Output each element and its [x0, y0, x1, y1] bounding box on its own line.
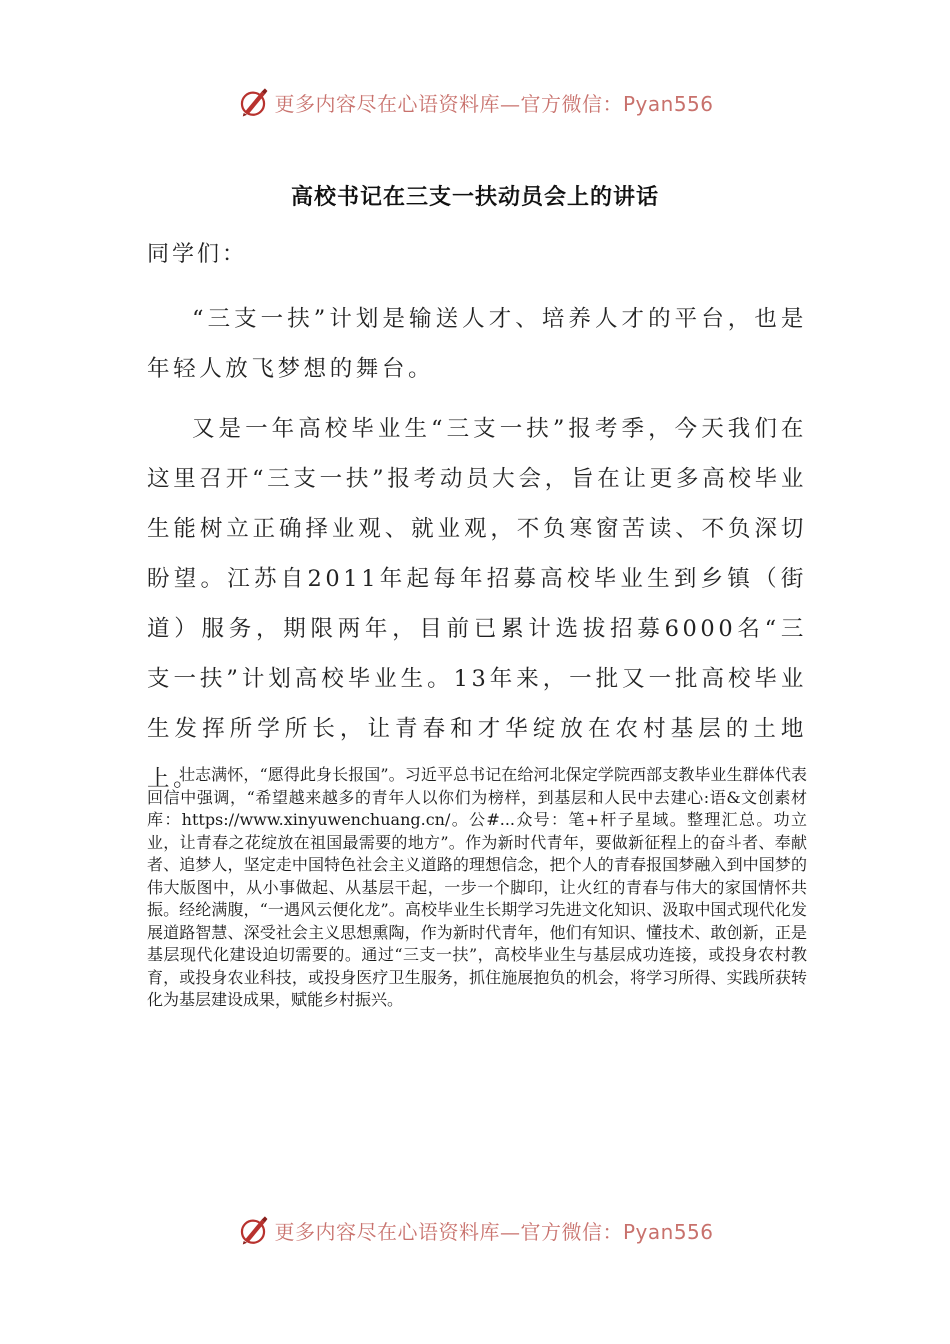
- pen-logo-icon: [236, 85, 270, 119]
- paragraph-1: “三支一扶”计划是输送人才、培养人才的平台，也是年轻人放飞梦想的舞台。: [147, 306, 807, 382]
- paragraph-2: 又是一年高校毕业生“三支一扶”报考季，今天我们在这里召开“三支一扶”报考动员大会，旨在让更多高校毕业生能树立正确择业观、就业观，不负寒窗苦读、不负深切盼望。江苏自2011年起每年招募高校毕业生到乡镇（街道）服务，期限两年，目前已累计选拔招募6000名“三支一扶”计划高校毕业生。13年来，一批又一批高校毕业生发挥所学所长，让青春和才华绽放在农村基层的土地上。: [147, 416, 807, 792]
- page-title: 高校书记在三支一扶动员会上的讲话: [290, 184, 659, 210]
- pen-logo-icon: [236, 1213, 270, 1247]
- greeting: 同学们：: [147, 242, 248, 267]
- footer-banner: [0, 1210, 950, 1250]
- paragraph-3: 壮志满怀，“愿得此身长报国”。习近平总书记在给河北保定学院西部支教毕业生群体代表回信中强调，“希望越来越多的青年人以你们为榜样，到基层和人民中去建心:语&文创素材库：https://www.xinyuwenchuang.cn/。公#...众号：笔+杆子星域。整理汇总。功立业，让青春之花绽放在祖国最需要的地方”。作为新时代青年，要做新征程上的奋斗者、奉献者、追梦人，坚定走中国特色社会主义道路的理想信念，把个人的青春报国梦融入到中国梦的伟大版图中，从小事做起、从基层干起，一步一个脚印，让火红的青春与伟大的家国情怀共振。经纶满腹，“一遇风云便化龙”。高校毕业生长期学习先进文化知识、汲取中国式现代化发展道路智慧、深受社会主义思想熏陶，作为新时代青年，他们有知识、懂技术、敢创新，正是基层现代化建设迫切需要的。通过“三支一扶”，高校毕业生与基层成功连接，或投身农村教育，或投身农业科技，或投身医疗卫生服务，抓住施展抱负的机会，将学习所得、实践所获转化为基层建设成果，赋能乡村振兴。: [147, 765, 807, 1009]
- footer-banner-text: [274, 1216, 713, 1245]
- header-wechat-id: Pyan556: [622, 91, 714, 116]
- footer-wechat-id: Pyan556: [622, 1219, 714, 1244]
- header-banner-label: 更多内容尽在心语资料库—官方微信：: [274, 91, 623, 116]
- footer-banner-label: 更多内容尽在心语资料库—官方微信：: [274, 1219, 623, 1244]
- header-banner-text: [274, 88, 713, 117]
- header-banner: [0, 82, 950, 122]
